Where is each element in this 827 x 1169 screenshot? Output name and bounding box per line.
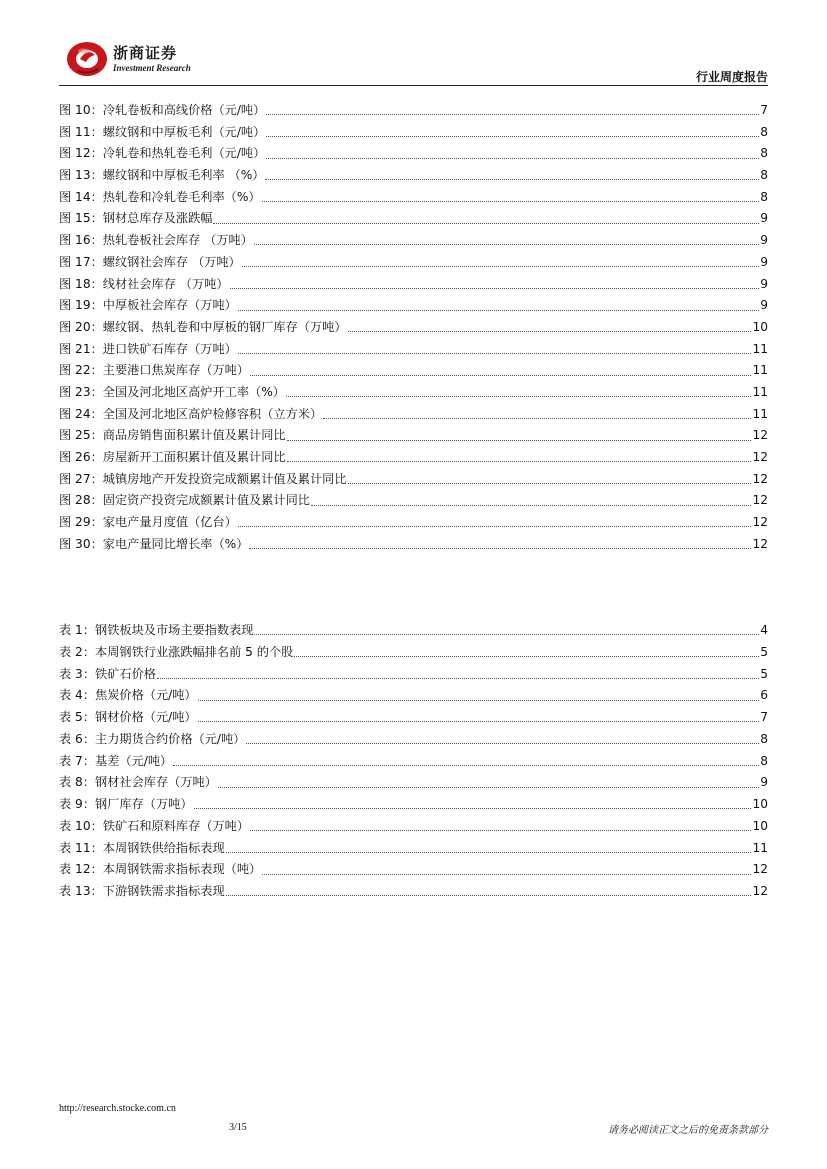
dot-leader (238, 310, 759, 311)
table-toc-entry[interactable] (59, 685, 768, 707)
figure-toc-entry-page: 7 (760, 103, 768, 117)
figure-toc-entry-page: 9 (760, 233, 768, 248)
dot-leader (173, 765, 759, 766)
figure-toc-entry[interactable] (59, 252, 768, 274)
table-toc-entry[interactable] (59, 664, 768, 686)
figure-toc-entry-page: 8 (760, 124, 768, 139)
figure-toc-entry-page: 12 (752, 536, 768, 551)
figure-toc-entry[interactable] (59, 404, 768, 426)
dot-leader (157, 678, 759, 679)
figure-toc-entry[interactable] (59, 339, 768, 361)
dot-leader (242, 266, 760, 267)
table-toc-entry[interactable] (59, 729, 768, 751)
figure-toc-entry[interactable] (59, 534, 768, 556)
dot-leader (287, 461, 752, 462)
table-toc-entry-title: 表 10：铁矿石和原料库存（万吨） (59, 818, 250, 833)
figure-toc-entry-page: 9 (760, 254, 768, 269)
figure-index (59, 100, 768, 555)
dot-leader (323, 418, 751, 419)
table-toc-entry[interactable] (59, 751, 768, 773)
figure-toc-entry-page: 8 (760, 189, 768, 204)
dot-leader (246, 743, 759, 744)
figure-toc-entry[interactable] (59, 143, 768, 165)
figure-toc-entry-title: 图 29：家电产量月度值（亿台） (59, 515, 237, 530)
dot-leader (287, 440, 752, 441)
figure-toc-entry-page: 9 (760, 298, 768, 313)
table-toc-entry-page: 9 (760, 775, 768, 790)
table-toc-entry-page: 10 (752, 797, 768, 811)
header-divider (59, 85, 768, 86)
figure-toc-entry-title: 图 28：固定资产投资完成额累计值及累计同比 (59, 493, 310, 508)
dot-leader (226, 895, 752, 896)
page-number: 3/15 (229, 1122, 247, 1133)
table-toc-entry[interactable] (59, 838, 768, 860)
dot-leader (266, 114, 759, 115)
dot-leader (194, 808, 752, 809)
figure-toc-entry-title: 图 18：线材社会库存 （万吨） (59, 276, 229, 291)
figure-toc-entry[interactable] (59, 187, 768, 209)
table-toc-entry-title: 表 4：焦炭价格（元/吨） (59, 688, 197, 703)
table-toc-entry-title: 表 12：本周钢铁需求指标表现（吨） (59, 862, 262, 877)
dot-leader (213, 223, 759, 224)
table-toc-entry-title: 表 1：钢铁板块及市场主要指数表现 (59, 623, 254, 637)
figure-toc-entry-title: 图 22：主要港口焦炭库存（万吨） (59, 363, 250, 378)
table-toc-entry-page: 7 (760, 710, 768, 724)
dot-leader (198, 700, 760, 701)
disclaimer-note: 请务必阅读正文之后的免责条款部分 (608, 1125, 768, 1136)
dot-leader (238, 353, 752, 354)
table-toc-entry[interactable] (59, 620, 768, 642)
brand-name-en: Investment Research (113, 63, 191, 73)
figure-toc-entry-title: 图 30：家电产量同比增长率（%） (59, 536, 249, 551)
figure-toc-entry[interactable] (59, 230, 768, 252)
table-toc-entry[interactable] (59, 859, 768, 881)
dot-leader (311, 505, 752, 506)
figure-toc-entry[interactable] (59, 382, 768, 404)
figure-toc-entry-title: 图 12：冷轧卷和热轧卷毛利（元/吨） (59, 146, 266, 161)
company-logo (64, 38, 191, 82)
figure-toc-entry-page: 9 (760, 276, 768, 291)
table-toc-entry-page: 12 (752, 884, 768, 898)
figure-toc-entry[interactable] (59, 490, 768, 512)
figure-toc-entry-page: 11 (752, 384, 768, 399)
figure-toc-entry-title: 图 23：全国及河北地区高炉开工率（%） (59, 384, 285, 399)
figure-toc-entry-title: 图 26：房屋新开工面积累计值及累计同比 (59, 450, 286, 464)
footer-url-link[interactable]: http://research.stocke.com.cn (59, 1103, 176, 1114)
table-toc-entry-page: 5 (760, 666, 768, 681)
dot-leader (250, 830, 751, 831)
table-toc-entry-title: 表 8：钢材社会库存（万吨） (59, 775, 217, 790)
figure-toc-entry-title: 图 25：商品房销售面积累计值及累计同比 (59, 428, 286, 443)
table-toc-entry-title: 表 5：钢材价格（元/吨） (59, 710, 197, 724)
logo-emblem-icon (64, 38, 110, 78)
dot-leader (348, 331, 752, 332)
dot-leader (266, 136, 759, 137)
figure-toc-entry-page: 12 (752, 493, 768, 508)
figure-toc-entry[interactable] (59, 100, 768, 122)
dot-leader (254, 244, 759, 245)
table-toc-entry-page: 4 (760, 623, 768, 637)
table-toc-entry-title: 表 7：基差（元/吨） (59, 753, 173, 768)
figure-toc-entry-title: 图 27：城镇房地产开发投资完成额累计值及累计同比 (59, 471, 347, 486)
figure-toc-entry-page: 11 (752, 341, 768, 356)
dot-leader (226, 852, 752, 853)
figure-toc-entry-title: 图 16：热轧卷板社会库存 （万吨） (59, 233, 253, 248)
table-toc-entry-title: 表 9：钢厂库存（万吨） (59, 797, 193, 811)
dot-leader (294, 656, 759, 657)
table-toc-entry[interactable] (59, 816, 768, 838)
figure-toc-entry[interactable] (59, 425, 768, 447)
table-toc-entry[interactable] (59, 772, 768, 794)
figure-toc-entry-title: 图 20：螺纹钢、热轧卷和中厚板的钢厂库存（万吨） (59, 319, 347, 334)
figure-toc-entry-title: 图 21：进口铁矿石库存（万吨） (59, 341, 237, 356)
figure-toc-entry-page: 8 (760, 168, 768, 183)
dot-leader (266, 158, 759, 159)
figure-toc-entry-title: 图 17：螺纹钢社会库存 （万吨） (59, 254, 241, 269)
table-toc-entry-page: 8 (760, 731, 768, 746)
figure-toc-entry[interactable] (59, 295, 768, 317)
dot-leader (348, 483, 752, 484)
dot-leader (265, 179, 759, 180)
figure-toc-entry-title: 图 19：中厚板社会库存（万吨） (59, 298, 237, 313)
figure-toc-entry-title: 图 13：螺纹钢和中厚板毛利率 （%） (59, 168, 265, 183)
figure-toc-entry-page: 9 (760, 211, 768, 226)
dot-leader (218, 787, 759, 788)
dot-leader (262, 201, 760, 202)
figure-toc-entry[interactable] (59, 447, 768, 469)
figure-toc-entry[interactable] (59, 317, 768, 339)
dot-leader (238, 526, 752, 527)
figure-toc-entry-page: 12 (752, 428, 768, 443)
dot-leader (262, 874, 751, 875)
figure-toc-entry-page: 11 (752, 406, 768, 421)
table-toc-entry-page: 10 (752, 818, 768, 833)
table-toc-entry-page: 11 (752, 840, 768, 855)
table-toc-entry-page: 12 (752, 862, 768, 877)
table-toc-entry-title: 表 11：本周钢铁供给指标表现 (59, 840, 225, 855)
figure-toc-entry-title: 图 14：热轧卷和冷轧卷毛利率（%） (59, 189, 261, 204)
figure-toc-entry-page: 8 (760, 146, 768, 161)
figure-toc-entry[interactable] (59, 208, 768, 230)
figure-toc-entry-title: 图 11：螺纹钢和中厚板毛利（元/吨） (59, 124, 266, 139)
table-index (59, 620, 768, 903)
figure-toc-entry-page: 10 (752, 319, 768, 334)
dot-leader (286, 396, 752, 397)
figure-toc-entry[interactable] (59, 512, 768, 534)
figure-toc-entry-page: 11 (752, 363, 768, 378)
page-header (0, 0, 827, 90)
table-toc-entry-page: 6 (760, 688, 768, 703)
table-toc-entry[interactable] (59, 881, 768, 903)
figure-toc-entry[interactable] (59, 469, 768, 491)
table-toc-entry-title: 表 13：下游钢铁需求指标表现 (59, 884, 225, 898)
table-toc-entry-title: 表 3：铁矿石价格 (59, 666, 156, 681)
figure-toc-entry[interactable] (59, 274, 768, 296)
figure-toc-entry-title: 图 15：钢材总库存及涨跌幅 (59, 211, 213, 226)
table-toc-entry[interactable] (59, 794, 768, 816)
dot-leader (249, 548, 751, 549)
dot-leader (198, 721, 760, 722)
figure-toc-entry[interactable] (59, 122, 768, 144)
figure-toc-entry-title: 图 10：冷轧卷板和高线价格（元/吨） (59, 103, 266, 117)
figure-toc-entry[interactable] (59, 360, 768, 382)
figure-toc-entry-title: 图 24：全国及河北地区高炉检修容积（立方米） (59, 406, 323, 421)
table-toc-entry-title: 表 6：主力期货合约价格（元/吨） (59, 731, 246, 746)
table-toc-entry-page: 8 (760, 753, 768, 768)
table-toc-entry[interactable] (59, 707, 768, 729)
table-toc-entry-page: 5 (760, 644, 768, 659)
figure-toc-entry[interactable] (59, 165, 768, 187)
figure-toc-entry-page: 12 (752, 450, 768, 464)
report-type-label: 行业周度报告 (695, 70, 768, 84)
dot-leader (230, 288, 760, 289)
table-toc-entry[interactable] (59, 642, 768, 664)
brand-name-cn: 浙商证券 (113, 44, 178, 62)
dot-leader (254, 634, 759, 635)
figure-toc-entry-page: 12 (752, 471, 768, 486)
dot-leader (250, 375, 751, 376)
table-toc-entry-title: 表 2：本周钢铁行业涨跌幅排名前 5 的个股 (59, 644, 294, 659)
figure-toc-entry-page: 12 (752, 515, 768, 530)
